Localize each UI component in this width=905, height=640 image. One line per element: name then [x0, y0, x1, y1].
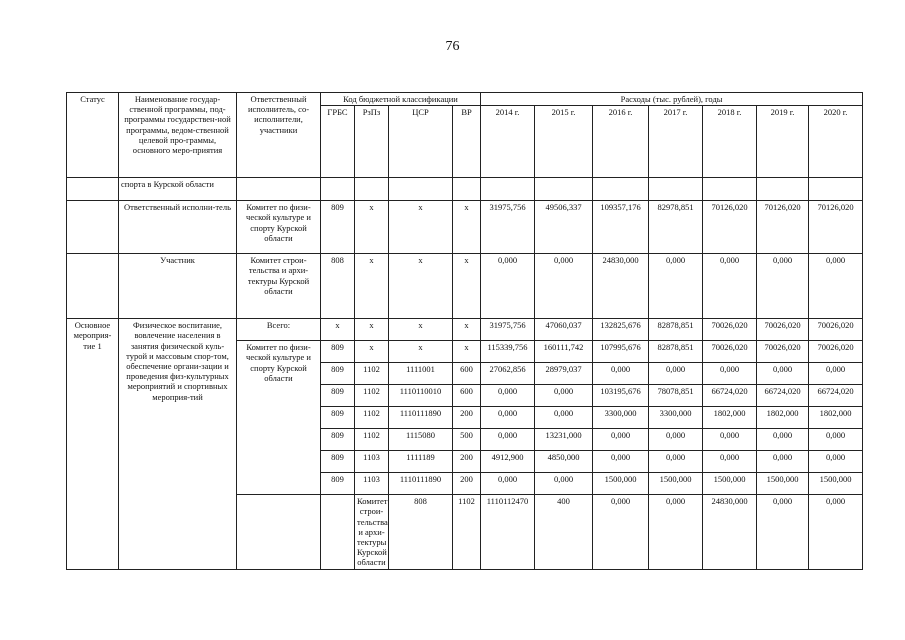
- value-cell: 4912,900: [481, 451, 535, 473]
- value-cell: 70026,020: [757, 319, 809, 341]
- rzpz-cell: 1102: [355, 385, 389, 407]
- table-cell: [321, 495, 355, 569]
- rzpz-cell: 1103: [355, 473, 389, 495]
- grbs-cell: 809: [321, 451, 355, 473]
- main-event-name: Физическое воспитание, вовлечение населения в занятия физической куль-турой и массовым спор-том, обеспечение органи-зации и проведения физ-культурных мероприятий и спортивных мероприя-тий: [119, 319, 237, 569]
- vr-cell: 600: [453, 385, 481, 407]
- participant-row: [67, 254, 863, 319]
- table-header: [67, 93, 863, 178]
- construction-executor: Комитет строи-тельства и архи-тектуры Курской области: [355, 495, 389, 569]
- value-cell: 70126,020: [809, 201, 863, 254]
- grbs-cell: 809: [321, 201, 355, 254]
- value-cell: 0,000: [593, 363, 649, 385]
- continuation-row: [67, 178, 863, 201]
- value-cell: 3300,000: [593, 407, 649, 429]
- csr-cell: 1111189: [389, 451, 453, 473]
- value-cell: 28979,037: [535, 363, 593, 385]
- csr-cell: 1110112470: [481, 495, 535, 569]
- table-cell: [237, 495, 321, 569]
- value-cell: 0,000: [593, 451, 649, 473]
- value-cell: 70026,020: [809, 319, 863, 341]
- value-cell: 0,000: [481, 254, 535, 319]
- value-cell: 70026,020: [757, 341, 809, 363]
- header-grbs: ГРБС: [321, 106, 355, 178]
- value-cell: 13231,000: [535, 429, 593, 451]
- table-cell: [67, 178, 119, 201]
- value-cell: 66724,020: [757, 385, 809, 407]
- table-cell: [237, 178, 321, 201]
- rzpz-cell: х: [355, 341, 389, 363]
- header-year: 2020 г.: [809, 106, 863, 178]
- csr-cell: х: [389, 319, 453, 341]
- main-event-status: Основное мероприя-тие 1: [67, 319, 119, 569]
- csr-cell: х: [389, 254, 453, 319]
- table-cell: [593, 178, 649, 201]
- header-expenses-group: Расходы (тыс. рублей), годы: [481, 93, 863, 106]
- value-cell: 0,000: [481, 407, 535, 429]
- value-cell: 31975,756: [481, 319, 535, 341]
- table-body: [67, 178, 863, 569]
- value-cell: 0,000: [649, 363, 703, 385]
- table-cell: [389, 178, 453, 201]
- header-name: Наименование государ-ственной программы, под-программы государствен-ной программы, ведом-ственной целевой про-граммы, основного меро-приятия: [119, 93, 237, 178]
- value-cell: 0,000: [757, 254, 809, 319]
- header-year: 2015 г.: [535, 106, 593, 178]
- vr-cell: 400: [535, 495, 593, 569]
- header-code-group: Код бюджетной классификации: [321, 93, 481, 106]
- value-cell: 0,000: [757, 495, 809, 569]
- value-cell: 0,000: [703, 451, 757, 473]
- value-cell: 47060,037: [535, 319, 593, 341]
- value-cell: 1500,000: [649, 473, 703, 495]
- value-cell: 82878,851: [649, 319, 703, 341]
- table-cell: [649, 178, 703, 201]
- value-cell: 24830,000: [703, 495, 757, 569]
- rzpz-cell: 1103: [355, 451, 389, 473]
- header-vr: ВР: [453, 106, 481, 178]
- table-cell: [481, 178, 535, 201]
- value-cell: 0,000: [649, 451, 703, 473]
- value-cell: 49506,337: [535, 201, 593, 254]
- rzpz-cell: 1102: [355, 407, 389, 429]
- csr-cell: 1111001: [389, 363, 453, 385]
- value-cell: 0,000: [757, 451, 809, 473]
- value-cell: 0,000: [757, 429, 809, 451]
- value-cell: 0,000: [535, 407, 593, 429]
- vr-cell: 200: [453, 473, 481, 495]
- responsible-label: Ответственный исполни-тель: [119, 201, 237, 254]
- value-cell: 1802,000: [757, 407, 809, 429]
- vr-cell: х: [453, 341, 481, 363]
- value-cell: 0,000: [703, 254, 757, 319]
- value-cell: 109357,176: [593, 201, 649, 254]
- grbs-cell: 809: [321, 429, 355, 451]
- grbs-cell: 809: [321, 341, 355, 363]
- table-cell: [703, 178, 757, 201]
- csr-cell: х: [389, 201, 453, 254]
- vr-cell: 200: [453, 407, 481, 429]
- header-row-1: [67, 93, 863, 106]
- grbs-cell: 808: [389, 495, 453, 569]
- table-cell: [355, 178, 389, 201]
- value-cell: 0,000: [703, 429, 757, 451]
- grbs-cell: х: [321, 319, 355, 341]
- value-cell: 107995,676: [593, 341, 649, 363]
- header-year: 2014 г.: [481, 106, 535, 178]
- responsible-executor: Комитет по физи-ческой культуре и спорту Курской области: [237, 201, 321, 254]
- table-cell: [67, 254, 119, 319]
- value-cell: 31975,756: [481, 201, 535, 254]
- value-cell: 0,000: [481, 473, 535, 495]
- csr-cell: 1110110010: [389, 385, 453, 407]
- rzpz-cell: х: [355, 254, 389, 319]
- continuation-text: спорта в Курской области: [119, 178, 237, 201]
- csr-cell: 1110111890: [389, 473, 453, 495]
- grbs-cell: 809: [321, 385, 355, 407]
- header-year: 2018 г.: [703, 106, 757, 178]
- value-cell: 0,000: [809, 429, 863, 451]
- participant-label: Участник: [119, 254, 237, 319]
- vr-cell: 500: [453, 429, 481, 451]
- rzpz-cell: х: [355, 319, 389, 341]
- value-cell: 66724,020: [809, 385, 863, 407]
- value-cell: 0,000: [535, 254, 593, 319]
- table-cell: [757, 178, 809, 201]
- total-label: Всего:: [237, 319, 321, 341]
- table-cell: [809, 178, 863, 201]
- value-cell: 0,000: [703, 363, 757, 385]
- vr-cell: х: [453, 201, 481, 254]
- value-cell: 0,000: [535, 385, 593, 407]
- rzpz-cell: 1102: [355, 363, 389, 385]
- value-cell: 0,000: [535, 473, 593, 495]
- committee-sport: Комитет по физи-ческой культуре и спорту Курской области: [237, 341, 321, 495]
- grbs-cell: 809: [321, 407, 355, 429]
- value-cell: 24830,000: [593, 254, 649, 319]
- table-cell: [453, 178, 481, 201]
- value-cell: 1500,000: [593, 473, 649, 495]
- grbs-cell: 809: [321, 473, 355, 495]
- value-cell: 70126,020: [757, 201, 809, 254]
- responsible-row: [67, 201, 863, 254]
- value-cell: 0,000: [809, 495, 863, 569]
- value-cell: 132825,676: [593, 319, 649, 341]
- header-rzpz: РзПз: [355, 106, 389, 178]
- value-cell: 3300,000: [649, 407, 703, 429]
- value-cell: 103195,676: [593, 385, 649, 407]
- value-cell: 160111,742: [535, 341, 593, 363]
- rzpz-cell: 1102: [355, 429, 389, 451]
- header-status: Статус: [67, 93, 119, 178]
- vr-cell: 200: [453, 451, 481, 473]
- rzpz-cell: х: [355, 201, 389, 254]
- vr-cell: 600: [453, 363, 481, 385]
- vr-cell: х: [453, 254, 481, 319]
- value-cell: 0,000: [649, 495, 703, 569]
- header-year: 2016 г.: [593, 106, 649, 178]
- participant-executor: Комитет строи-тельства и архи-тектуры Курской области: [237, 254, 321, 319]
- value-cell: 78078,851: [649, 385, 703, 407]
- value-cell: 0,000: [809, 254, 863, 319]
- value-cell: 0,000: [649, 429, 703, 451]
- header-csr: ЦСР: [389, 106, 453, 178]
- value-cell: 1802,000: [703, 407, 757, 429]
- value-cell: 1500,000: [703, 473, 757, 495]
- vr-cell: х: [453, 319, 481, 341]
- total-row: [67, 319, 863, 341]
- rzpz-cell: 1102: [453, 495, 481, 569]
- value-cell: 0,000: [757, 363, 809, 385]
- value-cell: 4850,000: [535, 451, 593, 473]
- csr-cell: 1115080: [389, 429, 453, 451]
- grbs-cell: 808: [321, 254, 355, 319]
- value-cell: 70026,020: [703, 341, 757, 363]
- table-cell: [535, 178, 593, 201]
- value-cell: 0,000: [481, 429, 535, 451]
- value-cell: 82878,851: [649, 341, 703, 363]
- value-cell: 0,000: [481, 385, 535, 407]
- value-cell: 0,000: [809, 363, 863, 385]
- header-year: 2017 г.: [649, 106, 703, 178]
- table-cell: [321, 178, 355, 201]
- value-cell: 66724,020: [703, 385, 757, 407]
- value-cell: 1500,000: [809, 473, 863, 495]
- table-cell: [67, 201, 119, 254]
- value-cell: 27062,856: [481, 363, 535, 385]
- value-cell: 70026,020: [703, 319, 757, 341]
- value-cell: 0,000: [593, 429, 649, 451]
- value-cell: 115339,756: [481, 341, 535, 363]
- header-year: 2019 г.: [757, 106, 809, 178]
- value-cell: 70126,020: [703, 201, 757, 254]
- value-cell: 0,000: [649, 254, 703, 319]
- header-executor: Ответственный исполнитель, со-исполнители, участники: [237, 93, 321, 178]
- csr-cell: 1110111890: [389, 407, 453, 429]
- value-cell: 82978,851: [649, 201, 703, 254]
- grbs-cell: 809: [321, 363, 355, 385]
- value-cell: 1802,000: [809, 407, 863, 429]
- page-number: 76: [445, 39, 460, 54]
- budget-table: [66, 92, 863, 570]
- value-cell: 1500,000: [757, 473, 809, 495]
- value-cell: 0,000: [593, 495, 649, 569]
- csr-cell: х: [389, 341, 453, 363]
- value-cell: 0,000: [809, 451, 863, 473]
- value-cell: 70026,020: [809, 341, 863, 363]
